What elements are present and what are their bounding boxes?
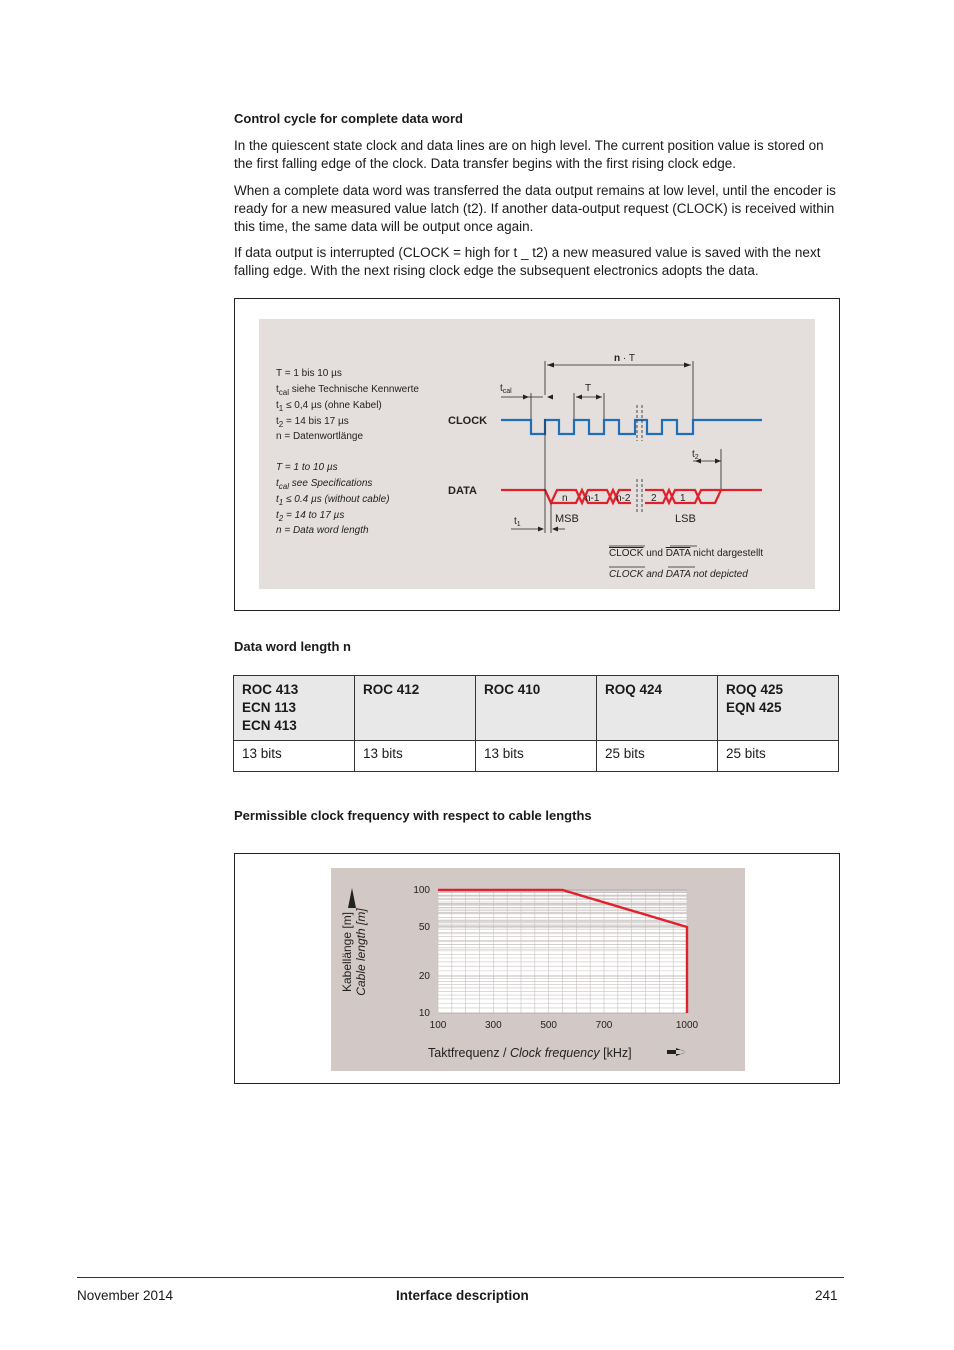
bit-label-n-1: n-1 [585,493,600,504]
footer-title: Interface description [396,1288,529,1303]
legend-english [276,462,390,536]
legend-en-t2: $t_2 = 14$ to 17 µs [276,510,345,523]
legend-de-n: n = Datenwortlänge [276,431,364,442]
chart-panel [331,868,745,1071]
x-tick-labels [430,1020,699,1031]
y-tick-label: 100 [413,885,430,896]
t2-label: $t_2$ [692,449,699,461]
table-header-cell: ROQ 424 [597,676,718,741]
legend-en-t1: $t_1 \le 0.4$ µs (without cable) [276,494,390,507]
legend-de-t2: $t_2 = 14$ bis 17 µs [276,416,349,429]
data-waveform-upper-right [645,490,762,503]
bit-label-1: 1 [680,493,686,504]
period-T-label: T [585,383,592,394]
heading-data-word-length: Data word length n [234,639,351,654]
cable-length-chart [331,868,745,1071]
paragraph-quiescent-state: In the quiescent state clock and data lines are on high level. The current position value is stored on the first falling edge of the clock. Data transfer begins with the first rising clock edge. [234,138,824,171]
footer-date: November 2014 [77,1288,174,1303]
legend-german [276,368,419,442]
clock-signal-label: CLOCK [448,415,488,427]
y-tick-labels [413,885,430,1019]
footer-rule [77,1277,844,1278]
footer-page-number: 241 [815,1288,838,1303]
x-tick-label: 100 [429,1020,447,1031]
table-header-row [234,676,839,741]
x-tick-label: 1000 [675,1020,699,1031]
note-german: CLOCK und DATA nicht dargestellt [609,548,764,559]
legend-en-T: T = 1 to 10 µs [276,462,338,473]
table-row [234,741,839,772]
legend-de-T: T = 1 bis 10 µs [276,368,342,379]
paragraph-data-word-transferred: When a complete data word was transferred the data output remains at low level, until the encoder is ready for a new measured value latch (t2). If another data-output request (CLOCK) is received within this time, the same data will be output once again. [234,183,836,234]
t1-label: $t_1$ [514,516,521,528]
y-axis-arrow-icon [348,888,356,908]
bit-label-n-2: n-2 [616,493,631,504]
data-waveform [501,490,762,503]
legend-en-tcal: $t_{cal}$ see Specifications [276,478,373,491]
table-cell: 25 bits [597,741,718,772]
data-word-length-table [233,675,839,772]
lsb-label: LSB [675,513,696,525]
note-english: CLOCK and DATA not depicted [609,569,748,580]
table-cell: 25 bits [718,741,839,772]
bit-label-n: n [562,493,568,504]
legend-de-t1: $t_1 \le 0,4$ µs (ohne Kabel) [276,400,382,413]
x-tick-label: 300 [484,1020,502,1031]
y-axis-label [340,908,368,996]
x-tick-label: 500 [540,1020,558,1031]
msb-label: MSB [555,513,579,525]
legend-en-n: n = Data word length [276,525,369,536]
tcal-label: $t_{cal}$ [500,383,512,395]
timing-diagram-panel [259,319,815,589]
table-cell: 13 bits [476,741,597,772]
table-cell: 13 bits [234,741,355,772]
y-axis-label-german: Kabellänge [m] [340,911,354,993]
paragraph-data-output-interrupted: If data output is interrupted (CLOCK = high for t _ t2) a new measured value is saved with the next falling edge. With the next rising clock edge the subsequent electronics adopts the data. [234,245,821,278]
legend-de-tcal: $t_{cal}$ siehe Technische Kennwerte [276,384,419,397]
x-axis-label: Taktfrequenz / Clock frequency [kHz] [428,1046,632,1060]
y-tick-label: 10 [418,1008,430,1019]
nt-label: n · T [614,353,635,364]
table-header-cell: ROC 413 ECN 113 ECN 413 [234,676,355,741]
t1-arrowheads [538,527,558,532]
timing-diagram-frame [234,298,840,611]
heading-clock-frequency: Permissible clock frequency with respect to cable lengths [234,808,592,823]
timing-diagram [259,319,815,589]
chart-frame [234,853,840,1084]
y-tick-label: 50 [418,922,430,934]
bit-label-2: 2 [651,493,657,504]
x-tick-label: 700 [595,1020,613,1031]
table-header-cell: ROQ 425 EQN 425 [718,676,839,741]
y-axis-label-english: Cable length [m] [354,908,368,996]
x-axis-arrow-icon [667,1048,686,1056]
table-header-cell: ROC 410 [476,676,597,741]
clock-waveform [501,420,762,434]
heading-control-cycle: Control cycle for complete data word [234,111,463,126]
table-cell: 13 bits [355,741,476,772]
table-header-cell: ROC 412 [355,676,476,741]
data-signal-label: DATA [448,485,477,497]
y-tick-label: 20 [418,970,430,982]
